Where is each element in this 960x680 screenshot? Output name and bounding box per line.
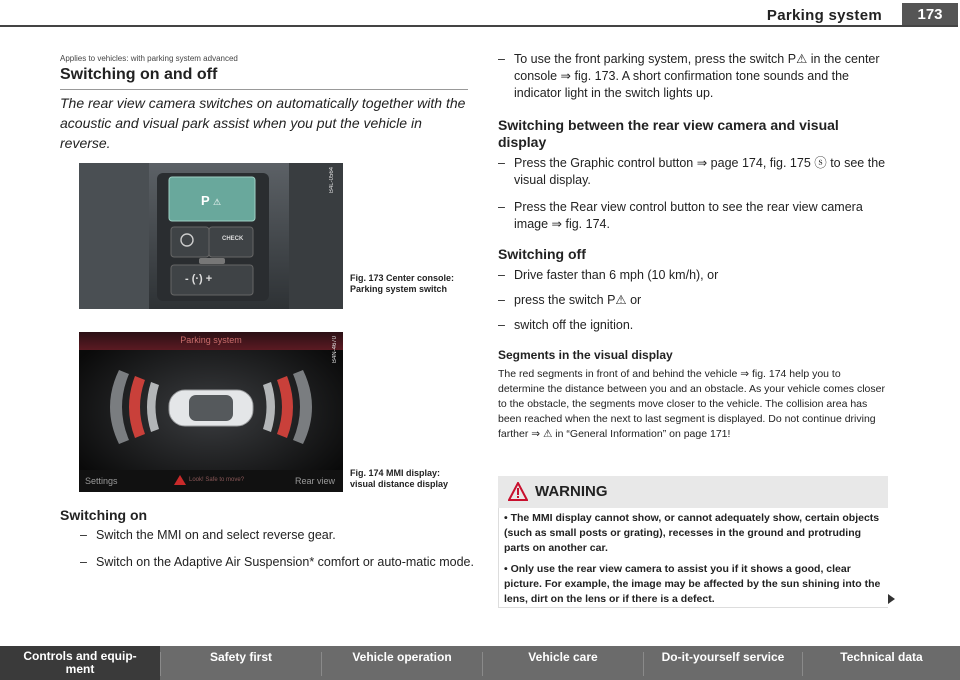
- visual-distance-display: [79, 332, 343, 492]
- list-item: – Press the Rear view control button to see the rear view camera image ⇒ fig. 174.: [498, 200, 863, 231]
- center-console-illustration: [79, 163, 343, 309]
- heading-segments: Segments in the visual display: [498, 348, 673, 362]
- list-item: – press the switch P⚠ or: [498, 293, 642, 307]
- footer-tab-vehicle-care[interactable]: Vehicle care: [528, 650, 598, 664]
- minus-plus-label: - (·) +: [185, 273, 213, 285]
- screen-settings-label: Settings: [85, 476, 118, 486]
- warning-box: [498, 476, 888, 608]
- check-button-label: CHECK: [222, 236, 244, 242]
- list-item: – Switch on the Adaptive Air Suspension* comfort or auto-matic mode.: [80, 555, 474, 569]
- section-title: Parking system: [766, 7, 882, 24]
- heading-switching-on: Switching on: [60, 507, 148, 523]
- heading-switching-on-off: Switching on and off: [60, 66, 218, 83]
- figure-174-caption: Fig. 174 MMI display: visual distance display: [350, 468, 449, 489]
- heading-switching-off: Switching off: [498, 246, 586, 262]
- figure-173-caption: Fig. 173 Center console: Parking system switch: [350, 273, 455, 294]
- footer-tab-vehicle-operation[interactable]: Vehicle operation: [352, 650, 452, 664]
- screen-rear-view-label: Rear view: [294, 476, 335, 486]
- switching-off-list: [498, 267, 890, 342]
- switching-on-list: [80, 527, 475, 581]
- continue-arrow-icon: [888, 594, 895, 604]
- header-rule: [0, 25, 958, 27]
- warning-triangle-icon: [508, 482, 528, 501]
- warning-header: [498, 476, 888, 508]
- list-item: – To use the front parking system, press the switch P⚠ in the center console ⇒ fig. 173. A short confirmation tone sounds and the indicator light in the switch lights up.: [498, 52, 880, 100]
- figure-174-mmi-display: [79, 332, 343, 492]
- footer-tab-safety[interactable]: Safety first: [209, 650, 273, 664]
- list-item: – Press the Graphic control button ⇒ page 174, fig. 175 ⓢ to see the visual display.: [498, 156, 886, 187]
- footer-nav: [0, 646, 960, 680]
- list-item: – switch off the ignition.: [498, 318, 634, 332]
- list-item: – Drive faster than 6 mph (10 km/h), or: [498, 268, 719, 282]
- svg-text:P: P: [201, 193, 210, 208]
- heading-switching-between: Switching between the rear view camera and visual display: [498, 117, 839, 150]
- svg-text:⚠: ⚠: [213, 198, 222, 208]
- screen-warning-text: Look! Safe to move?: [189, 477, 245, 483]
- applies-note: Applies to vehicles: with parking system advanced: [60, 54, 238, 63]
- footer-tab-technical-data[interactable]: Technical data: [840, 650, 923, 664]
- screen-title: Parking system: [180, 335, 242, 345]
- park-switch-button: [169, 177, 255, 221]
- page-number: 173: [902, 3, 958, 27]
- front-parking-list: [498, 51, 890, 112]
- list-item: – Switch the MMI on and select reverse gear.: [80, 528, 336, 542]
- heading-rule: [60, 89, 468, 90]
- segments-paragraph: The red segments in front of and behind the vehicle ⇒ fig. 174 help you to determine the distance between you and an obstacle. As your vehicle comes closer to the obstacle, the segments move closer to the vehicle. The collision area has been reached when the next to last segment is displayed. Do not continue driving farther ⇒ ⚠ in “General Information” on page 171!: [498, 368, 885, 440]
- intro-text: The rear view camera switches on automatically together with the acoustic and visual park assist when you put the vehicle in reverse.: [60, 95, 466, 151]
- warning-title: WARNING: [535, 483, 608, 500]
- footer-tab-diy-service[interactable]: Do-it-yourself service: [661, 650, 785, 664]
- figure-173-center-console: [79, 163, 343, 309]
- switching-between-list: [498, 155, 890, 243]
- footer-tab-controls[interactable]: Controls and equip- ment: [0, 646, 160, 680]
- figure-173-id: B4L-0564: [329, 167, 335, 194]
- figure-174-id: B4N-4670: [332, 336, 338, 364]
- warning-body: [504, 511, 884, 613]
- warning-item: • Only use the rear view camera to assist you if it shows a good, clear picture. For example, the image may be affected by the sun shining into the lens, dirt on the lens or if there is a defect.: [504, 563, 881, 605]
- warning-item: • The MMI display cannot show, or cannot adequately show, certain objects (such as small posts or grating), recesses in the ground and protruding parts on another car.: [504, 512, 880, 554]
